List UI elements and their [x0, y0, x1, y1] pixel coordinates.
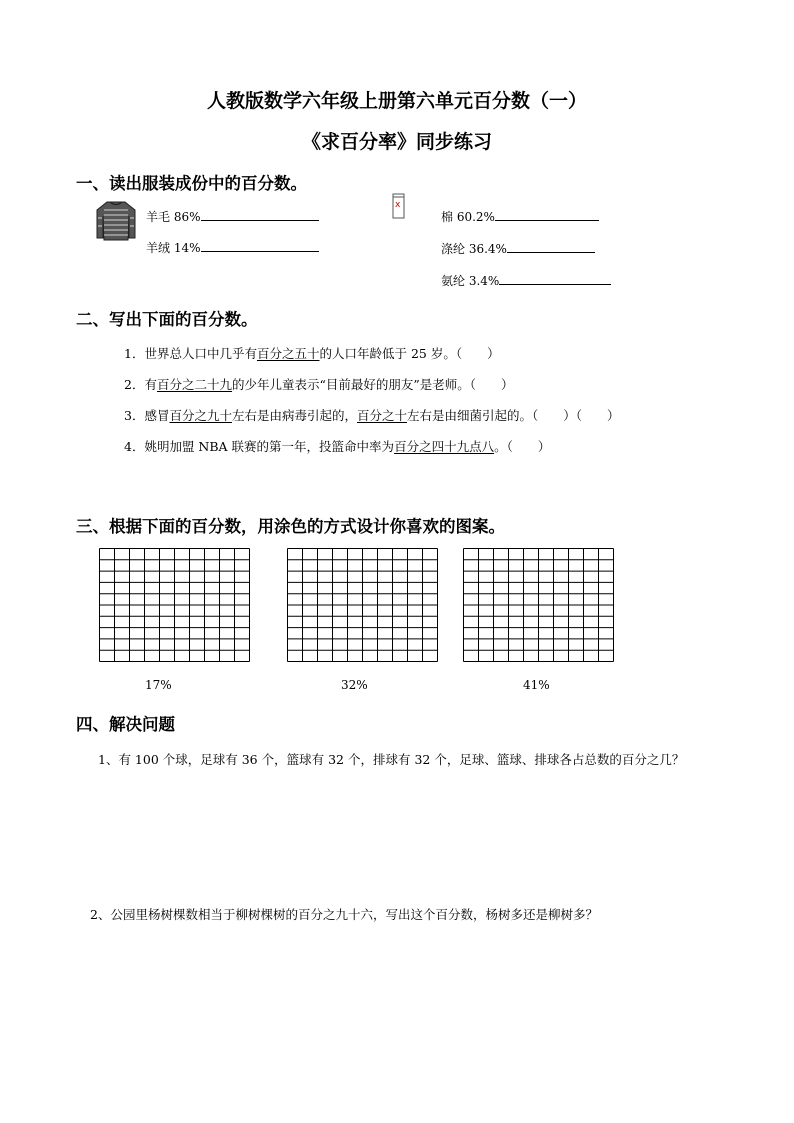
problem-1: 1、有 100 个球，足球有 36 个，篮球有 32 个，排球有 32 个，足球、篮球、排球各占总数的百分之几？ — [98, 752, 685, 767]
material-label: 羊绒 14% — [146, 241, 201, 255]
material-item — [441, 240, 595, 257]
page-title: 人教版数学六年级上册第六单元百分数（一） — [206, 90, 587, 112]
underlined-term: 百分之二十九 — [156, 377, 232, 392]
question-2 — [124, 375, 514, 393]
material-item — [441, 272, 611, 289]
question-text: 的少年儿童表示“目前最好的朋友”是老师。（ ） — [231, 377, 514, 392]
grid-percent-label: 41% — [523, 678, 550, 692]
question-number: 2． — [124, 377, 145, 392]
question-3 — [124, 406, 620, 424]
answer-blank[interactable] — [499, 272, 611, 285]
hundred-grid[interactable] — [99, 548, 250, 662]
material-label: 棉 60.2% — [441, 210, 495, 224]
question-number: 1． — [124, 346, 145, 361]
question-text: 世界总人口中几乎有 — [144, 346, 257, 361]
grid-percent-label: 32% — [341, 678, 368, 692]
question-text: 姚明加盟 NBA 联赛的第一年，投篮命中率为 — [144, 439, 395, 454]
question-number: 3． — [124, 408, 145, 423]
underlined-term: 百分之十 — [357, 408, 408, 423]
question-text: 的人口年龄低于 25 岁。（ ） — [319, 346, 500, 361]
section4-heading: 四、解决问题 — [76, 715, 175, 734]
question-text: 左右是由病毒引起的， — [231, 408, 357, 423]
hundred-grid[interactable] — [287, 548, 438, 662]
answer-blank[interactable] — [201, 239, 319, 252]
tag-mark: x — [395, 200, 401, 210]
hundred-grid[interactable] — [463, 548, 614, 662]
material-label: 涤纶 36.4% — [441, 242, 507, 256]
material-item — [146, 208, 319, 225]
section1-heading: 一、读出服装成份中的百分数。 — [76, 174, 307, 193]
section2-heading: 二、写出下面的百分数。 — [76, 310, 258, 329]
underlined-term: 百分之九十 — [169, 408, 232, 423]
section3-heading: 三、根据下面的百分数，用涂色的方式设计你喜欢的图案。 — [76, 517, 505, 536]
question-4 — [124, 437, 550, 455]
question-text: 有 — [144, 377, 157, 392]
underlined-term: 百分之四十九点八 — [394, 439, 495, 454]
page-subtitle: 《求百分率》同步练习 — [301, 131, 492, 153]
answer-blank[interactable] — [507, 240, 595, 253]
underlined-term: 百分之五十 — [256, 346, 320, 361]
answer-blank[interactable] — [495, 208, 599, 221]
problem-2: 2、公园里杨树棵数相当于柳树棵树的百分之九十六，写出这个百分数，杨树多还是柳树多？ — [90, 907, 598, 922]
question-text: 。（ ） — [494, 439, 551, 454]
material-label: 氨纶 3.4% — [441, 274, 500, 288]
sweater-icon — [95, 200, 137, 242]
question-number: 4． — [124, 439, 145, 454]
answer-blank[interactable] — [201, 208, 319, 221]
material-item — [441, 208, 599, 225]
material-item — [146, 239, 319, 256]
question-text: 感冒 — [144, 408, 170, 423]
material-label: 羊毛 86% — [146, 210, 201, 224]
question-text: 左右是由细菌引起的。（ ）（ ） — [407, 408, 620, 423]
question-1 — [124, 344, 500, 362]
grid-percent-label: 17% — [145, 678, 172, 692]
